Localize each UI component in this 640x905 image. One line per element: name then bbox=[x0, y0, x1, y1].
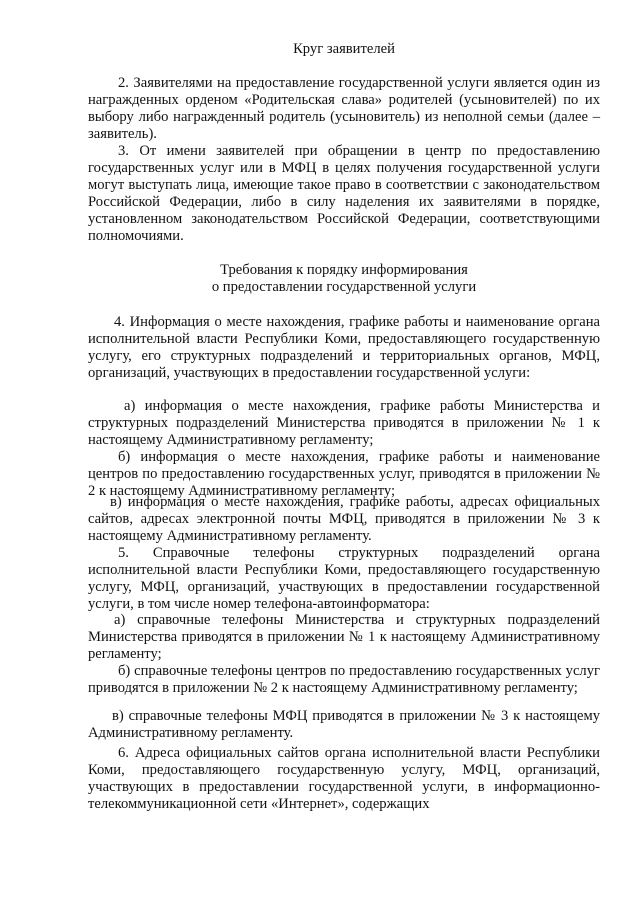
paragraph-5: 5. Справочные телефоны структурных подразделений органа исполнительной власти Республики Коми, предоставляющего государственную услугу, МФЦ, организаций, участвующих в предоставлении государственной услуги, в том числе номер телефона-автоинформатора: bbox=[88, 545, 600, 612]
paragraph-2: 2. Заявителями на предоставление государственной услуги является один из награжденных орденом «Родительская слава» родителей (усыновителей) по их выбору либо награжденный родитель (усыновитель) из неполной семьи (далее – заявитель). bbox=[88, 75, 600, 142]
paragraph-5a: а) справочные телефоны Министерства и структурных подразделений Министерства приводятся в приложении № 1 к настоящему Административному регламенту; bbox=[88, 612, 600, 662]
paragraph-3: 3. От имени заявителей при обращении в центр по предоставлению государственных услуг или в МФЦ в целях получения государственной услуги могут выступать лица, имеющие такое право в соответствии с законодательством Российской Федерации, либо в силу наделения их заявителями в порядке, установленном законодательством Российской Федерации, соответствующими полномочиями. bbox=[88, 143, 600, 244]
heading-line-1: Требования к порядку информирования bbox=[220, 262, 468, 278]
paragraph-4: 4. Информация о месте нахождения, графике работы и наименование органа исполнительной власти Республики Коми, предоставляющего государственную услугу, его структурных подразделений и территориальных органов, МФЦ, организаций, участвующих в предоставлении государственной услуги: bbox=[88, 314, 600, 381]
paragraph-5b: б) справочные телефоны центров по предоставлению государственных услуг приводятся в приложении № 2 к настоящему Административному регламенту; bbox=[88, 663, 600, 696]
paragraph-4b: б) информация о месте нахождения, графике работы и наименование центров по предоставлению государственных услуг, приводятся в приложении № 2 к настоящему Административному регламенту; bbox=[88, 449, 600, 499]
section-heading-applicants bbox=[88, 41, 600, 58]
paragraph-6: 6. Адреса официальных сайтов органа исполнительной власти Республики Коми, предоставляющего государственную услугу, МФЦ, организаций, участвующих в предоставлении государственной услуги, в информационно-телекоммуникационной сети «Интернет», содержащих bbox=[88, 745, 600, 812]
paragraph-4v: в) информация о месте нахождения, графике работы, адресах официальных сайтов, адресах электронной почты МФЦ, приводятся в приложении № 3 к настоящему Административному регламенту. bbox=[88, 494, 600, 544]
heading-text: Круг заявителей bbox=[293, 41, 395, 57]
paragraph-5v: в) справочные телефоны МФЦ приводятся в приложении № 3 к настоящему Административному регламенту. bbox=[88, 708, 600, 741]
heading-line-2: о предоставлении государственной услуги bbox=[211, 279, 477, 295]
section-heading-informing bbox=[88, 262, 600, 296]
paragraph-4a: а) информация о месте нахождения, графике работы Министерства и структурных подразделений Министерства приводятся в приложении № 1 к настоящему Административному регламенту; bbox=[88, 398, 600, 448]
